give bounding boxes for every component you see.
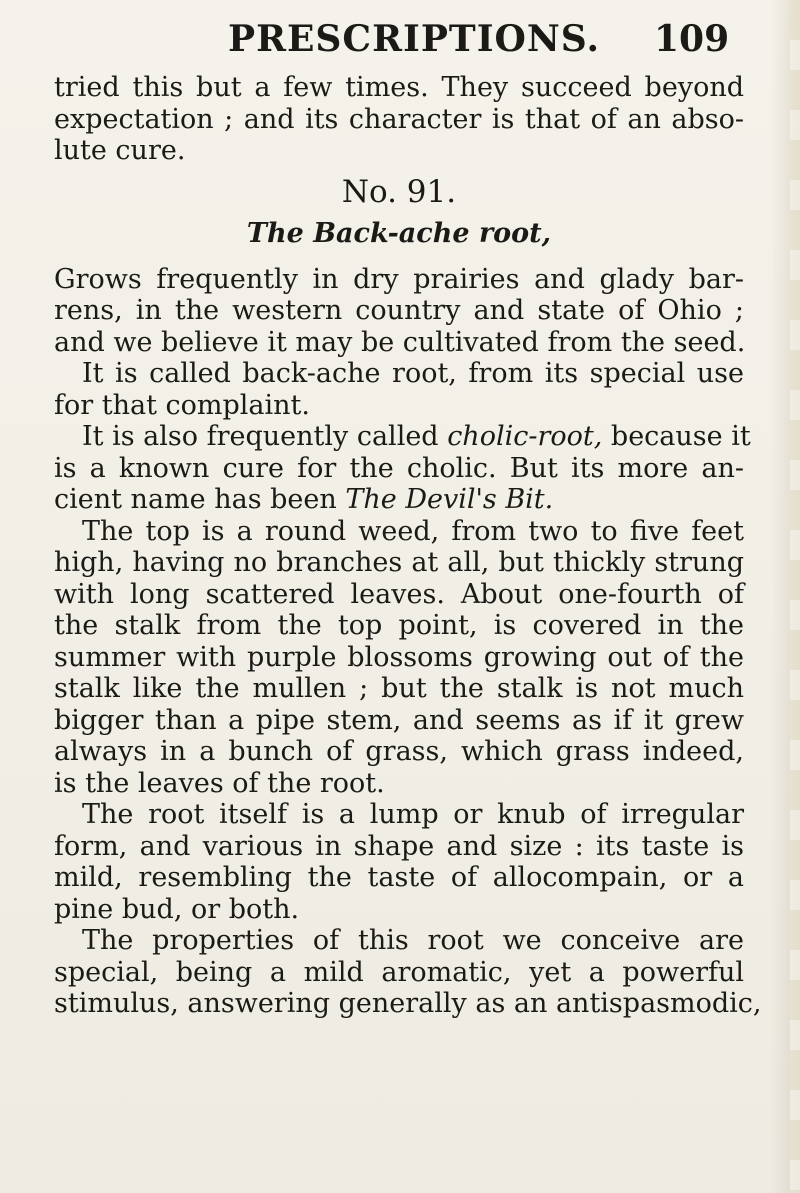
paragraph-4-line-8: always in a bunch of grass, which grass indeed, — [54, 736, 744, 767]
paragraph-4-line-7: bigger than a pipe stem, and seems as if it grew — [54, 704, 744, 736]
paragraph-3-line-1 — [54, 421, 751, 453]
spacer — [54, 208, 744, 218]
paragraph-3-line-2: is a known cure for the cholic. But its more an- — [54, 452, 744, 484]
paragraph-4-line-6: stalk like the mullen ; but the stalk is not much — [54, 673, 744, 704]
paragraph-6-line-2: special, being a mild aromatic, yet a powerful — [54, 956, 744, 988]
paragraph-3-line-3 — [54, 484, 744, 516]
section-title: The Back-ache root, — [246, 218, 552, 249]
paragraph-1-line-2: rens, in the western country and state of Ohio ; — [54, 295, 744, 326]
paragraph-3-italic-devils-bit: The Devil's Bit. — [345, 484, 554, 515]
spacer — [54, 250, 744, 264]
intro-line-2: expectation ; and its character is that of an abso- — [54, 103, 744, 135]
page-number: 109 — [654, 18, 730, 60]
paragraph-3-line-1-suffix: because it — [602, 421, 751, 452]
paragraph-5-line-2: form, and various in shape and size : its taste is — [54, 830, 744, 862]
header-title: PRESCRIPTIONS. — [228, 18, 601, 60]
paragraph-3-line-3-prefix: cient name has been — [54, 484, 346, 515]
paragraph-5-line-4: pine bud, or both. — [54, 893, 300, 925]
section-number: No. 91. — [341, 173, 457, 210]
running-header — [228, 18, 748, 62]
paragraph-1-line-3: and we believe it may be cultivated from the seed. — [54, 326, 746, 358]
intro-line-1: tried this but a few times. They succeed beyond — [54, 72, 744, 103]
paragraph-4-line-9: is the leaves of the root. — [54, 767, 385, 799]
intro-line-3: lute cure. — [54, 135, 186, 166]
paragraph-3-line-1-prefix: It is also frequently called — [82, 421, 448, 452]
paragraph-4-line-1: The top is a round weed, from two to five feet — [82, 515, 744, 547]
paragraph-6-line-3: stimulus, answering generally as an antispasmodic, — [54, 988, 762, 1019]
paragraph-5-line-3: mild, resembling the taste of allocompain, or a — [54, 862, 744, 893]
paragraph-4-line-3: with long scattered leaves. About one-fourth of — [54, 578, 744, 610]
paragraph-4-line-5: summer with purple blossoms growing out of the — [54, 641, 744, 673]
paragraph-4-line-2: high, having no branches at all, but thickly strung — [54, 547, 744, 578]
paragraph-4-line-4: the stalk from the top point, is covered in the — [54, 610, 744, 641]
page-edge — [790, 0, 800, 1193]
paragraph-6-line-1: The properties of this root we conceive are — [82, 925, 744, 956]
paragraph-1-line-1: Grows frequently in dry prairies and glady bar- — [54, 263, 744, 295]
paragraph-2-line-2: for that complaint. — [54, 389, 310, 421]
paragraph-2-line-1: It is called back-ache root, from its special use — [82, 358, 744, 389]
paragraph-3-italic-cholic-root: cholic-root, — [447, 421, 603, 452]
paragraph-5-line-1: The root itself is a lump or knub of irregular — [82, 799, 744, 830]
page-text — [54, 72, 762, 1020]
